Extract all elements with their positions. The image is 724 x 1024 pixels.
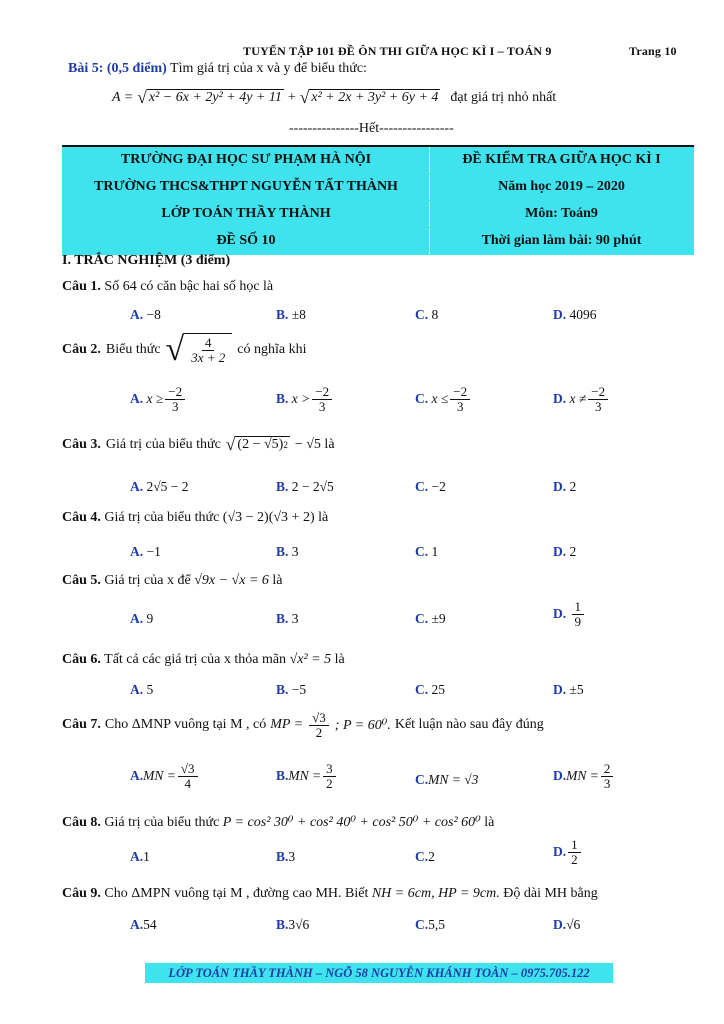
- exam-info-table: [62, 145, 694, 255]
- question-8: Câu 8. Giá trị của biểu thức P = cos² 30⁰ + cos² 40⁰ + cos² 50⁰ + cos² 60⁰ là: [62, 815, 495, 830]
- q3-option-d[interactable]: D. 2: [553, 479, 577, 494]
- exam-title: ĐỀ KIỂM TRA GIỮA HỌC KÌ I: [430, 146, 694, 174]
- q2-radical: √ $\frac{4}{3x + 2}$: [166, 333, 233, 367]
- q9-option-c[interactable]: C.5,5: [415, 917, 445, 932]
- bai5-text: Tìm giá trị của x và y để biểu thức:: [170, 61, 367, 76]
- school-sub: TRƯỜNG THCS&THPT NGUYỄN TẤT THÀNH: [63, 174, 430, 201]
- page-number: Trang 10: [629, 44, 677, 58]
- question-4: Câu 4. Giá trị của biểu thức (√3 − 2)(√3 + 2) là: [62, 510, 329, 525]
- q6-option-b[interactable]: B. −5: [276, 682, 307, 697]
- q5-option-c[interactable]: C. ±9: [415, 611, 446, 626]
- bai5-prompt: [68, 61, 367, 77]
- q5-option-d[interactable]: D. $\frac{1}{9}$: [553, 600, 586, 628]
- bai5-expression: [112, 89, 556, 107]
- question-3: Câu 3. Giá trị của biểu thức √ ( 2 − √5 ) 2 − √5 là: [62, 434, 335, 454]
- q8-option-d[interactable]: D. $\frac{1}{2}$: [553, 838, 583, 866]
- q6-option-c[interactable]: C. 25: [415, 682, 445, 697]
- q1-option-d[interactable]: D. 4096: [553, 307, 597, 322]
- q2-option-d[interactable]: D. x ≠ $\frac{-2}{3}$: [553, 385, 610, 413]
- q7-option-c[interactable]: C.MN = √3: [415, 772, 479, 787]
- q1-option-c[interactable]: C. 8: [415, 307, 439, 322]
- bai5-tail: đạt giá trị nhỏ nhất: [450, 89, 557, 105]
- question-9: Câu 9. Cho ΔMPN vuông tại M , đường cao MH. Biết NH = 6cm, HP = 9cm. Độ dài MH bằng: [62, 886, 598, 901]
- q4-option-d[interactable]: D. 2: [553, 544, 577, 559]
- school-year: Năm học 2019 – 2020: [430, 174, 694, 201]
- question-1: Câu 1. Số 64 có căn bậc hai số học là: [62, 279, 274, 294]
- bai5-radical-2: √ x² + 2x + 3y² + 6y + 4: [299, 87, 439, 107]
- time-limit: Thời gian làm bài: 90 phút: [430, 228, 694, 255]
- q9-option-b[interactable]: B.3√6: [276, 917, 310, 932]
- q5-option-b[interactable]: B. 3: [276, 611, 299, 626]
- q2-option-a[interactable]: A. x ≥ $\frac{-2}{3}$: [130, 385, 187, 413]
- q4-option-b[interactable]: B. 3: [276, 544, 299, 559]
- q4-option-c[interactable]: C. 1: [415, 544, 439, 559]
- q6-option-a[interactable]: A. 5: [130, 682, 154, 697]
- q7-option-a[interactable]: A. MN = $\frac{√3}{4}$: [130, 762, 200, 790]
- q1-option-b[interactable]: B. ±8: [276, 307, 306, 322]
- class-name: LỚP TOÁN THẦY THÀNH: [63, 201, 430, 228]
- footer-banner: LỚP TOÁN THẦY THÀNH – NGÕ 58 NGUYỄN KHÁNH TOÀN – 0975.705.122: [145, 963, 613, 983]
- q8-option-c[interactable]: C.2: [415, 849, 435, 864]
- q9-option-a[interactable]: A.54: [130, 917, 157, 932]
- running-header-title: TUYỂN TẬP 101 ĐỀ ÔN THI GIỮA HỌC KÌ I – TOÁN 9: [243, 44, 552, 58]
- question-5: Câu 5. Giá trị của x để √9x − √x = 6 là: [62, 573, 283, 588]
- bai5-label: Bài 5: (0,5 điểm): [68, 61, 167, 76]
- end-divider: ---------------Hết----------------: [289, 121, 454, 136]
- bai5-plus: +: [287, 89, 296, 105]
- bai5-radical-1: √ x² − 6x + 2y² + 4y + 11: [137, 87, 282, 107]
- q3-option-c[interactable]: C. −2: [415, 479, 446, 494]
- q2-option-b[interactable]: B. x > $\frac{-2}{3}$: [276, 385, 334, 413]
- question-2: Câu 2. Biểu thức √ $\frac{4}{3x + 2}$ có nghĩa khi: [62, 331, 307, 368]
- q9-option-d[interactable]: D.√6: [553, 917, 581, 932]
- q3-option-b[interactable]: B. 2 − 2√5: [276, 479, 334, 494]
- exam-number: ĐỀ SỐ 10: [63, 228, 430, 255]
- q5-option-a[interactable]: A. 9: [130, 611, 154, 626]
- school-name: TRƯỜNG ĐẠI HỌC SƯ PHẠM HÀ NỘI: [63, 146, 430, 174]
- question-7: Câu 7. Cho ΔMNP vuông tại M , có MP = $\frac{√3}{2}$ ; P = 60⁰. Kết luận nào sau đây đúng: [62, 710, 544, 740]
- q1-option-a[interactable]: A. −8: [130, 307, 161, 322]
- bai5-a: A =: [112, 89, 134, 105]
- q3-radical: √ ( 2 − √5 ) 2: [225, 434, 288, 454]
- q7-option-d[interactable]: D. MN = $\frac{2}{3}$: [553, 762, 615, 790]
- section-heading: I. TRẮC NGHIỆM (3 điểm): [62, 253, 231, 268]
- q8-option-a[interactable]: A.1: [130, 849, 150, 864]
- q8-option-b[interactable]: B.3: [276, 849, 296, 864]
- q3-option-a[interactable]: A. 2√5 − 2: [130, 479, 189, 494]
- subject: Môn: Toán9: [430, 201, 694, 228]
- q4-option-a[interactable]: A. −1: [130, 544, 161, 559]
- q7-option-b[interactable]: B. MN = $\frac{3}{2}$: [276, 762, 338, 790]
- question-6: Câu 6. Tất cả các giá trị của x thỏa mãn √x² = 5 là: [62, 652, 345, 667]
- q2-option-c[interactable]: C. x ≤ $\frac{-2}{3}$: [415, 385, 472, 413]
- q6-option-d[interactable]: D. ±5: [553, 682, 584, 697]
